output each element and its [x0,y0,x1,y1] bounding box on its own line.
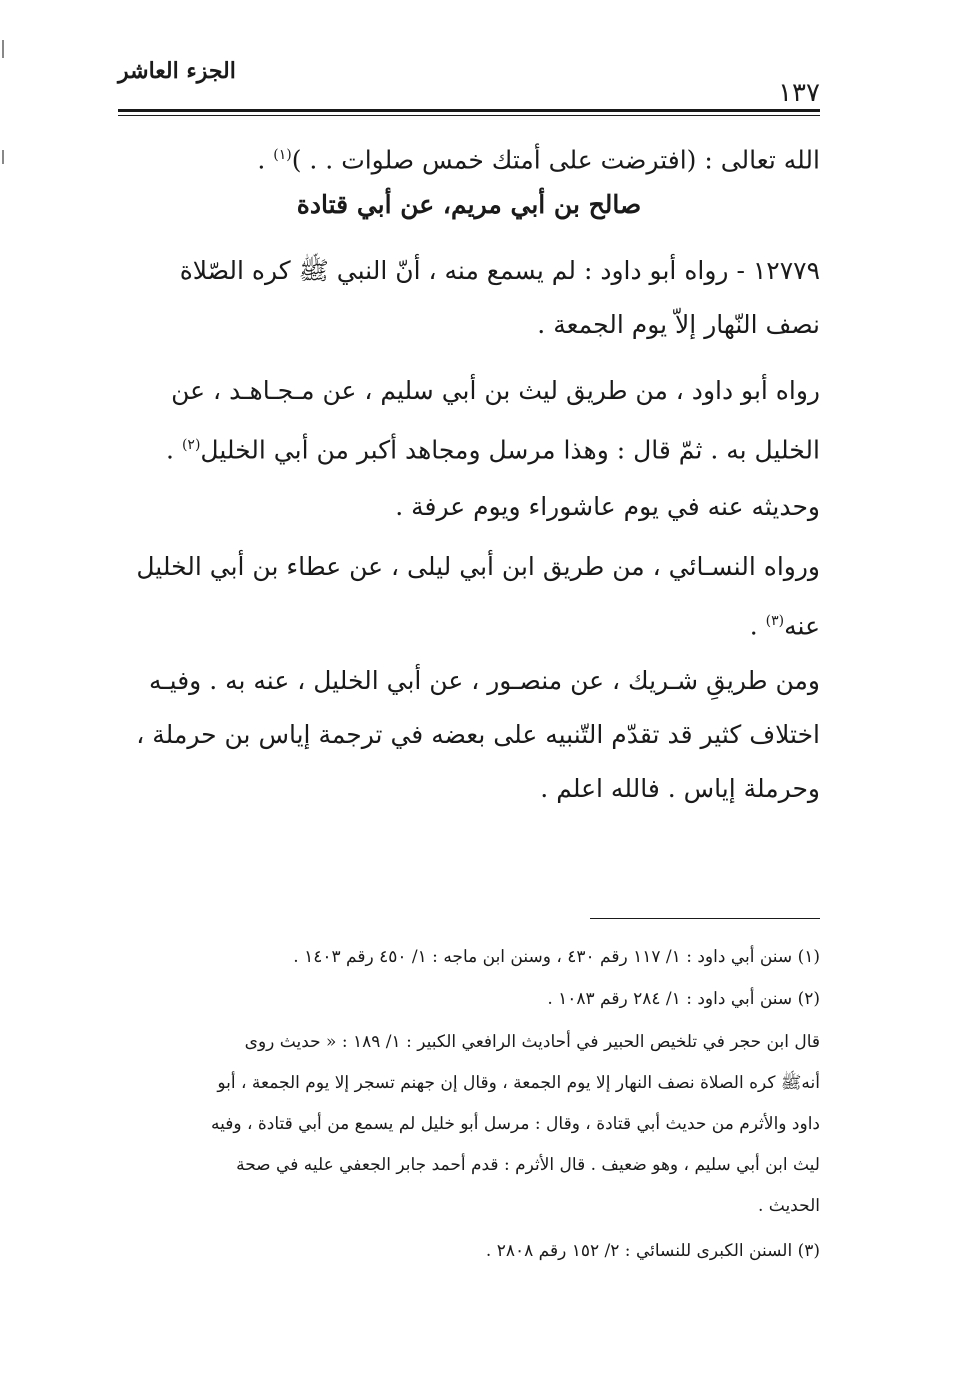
header-rule [118,109,820,112]
body-line: ورواه النسـائي ، من طريق ابن أبي ليلى ، عن عطاء بن أبي الخليل [136,552,820,581]
body-text: . [749,611,766,641]
header-rule-thin [118,115,820,116]
footnote-1: (١) سنن أبي داود : ١/ ١١٧ رقم ٤٣٠ ، وسنن ابن ماجه : ١/ ٤٥٠ رقم ١٤٠٣ . [293,947,820,967]
footnote-ref: (٢) [181,437,201,453]
footnote-line: ليث ابن أبي سليم ، وهو ضعيف . قال الأثرم : قدم أحمد جابر الجعفي عليه في صحة [236,1155,820,1175]
footnote-3: (٣) السنن الكبرى للنسائي : ٢/ ١٥٢ رقم ٢٨٠٨ . [485,1241,820,1261]
footnote-2: (٢) سنن أبي داود : ١/ ٢٨٤ رقم ١٠٨٣ . [547,989,820,1009]
footnote-line: داود والأثرم من حديث أبي قتادة ، وقال : مرسل أبو خليل لم يسمع من أبي قتادة ، وفيه [210,1114,820,1134]
body-line [118,594,820,653]
scan-margin-mark [2,40,4,58]
paragraph [118,244,820,352]
footnote-line: قال ابن حجر في تلخيص الحبير في أحاديث الرافعي الكبير : ١/ ١٨٩ : « حديث روى [244,1032,820,1052]
section-heading: صالح بن أبي مريم، عن أبي قتادة [296,190,642,219]
footnote-line: الحديث . [757,1196,820,1216]
body-text: الخليل به . ثمّ قال : وهذا مرسل ومجاهد أكبر من أبي الخليل [200,435,820,465]
body-text: عنه [784,611,820,641]
page-number: ١٣٧ [778,78,820,108]
paragraph [118,364,820,477]
paragraph [118,480,820,534]
paragraph [118,540,820,653]
body-line: رواه أبو داود ، من طريق ليث بن أبي سليم ، عن مـجـاهـد ، عن [171,376,820,405]
running-header-title: الجزء العاشر [118,58,236,84]
footnote-2-continuation [118,1022,820,1227]
body-line: ١٢٧٧٩ - رواه أبو داود : لم يسمع منه ، أنّ النبي ﷺ كره الصّلاة [179,256,820,285]
body-line: وحرملة إياس . فالله اعلم . [540,774,820,803]
body-text: الله تعالى : (افترضت على أمتك خمس صلوات . . ) [291,145,820,175]
body-text: . [257,145,274,175]
body-text: . [166,435,182,465]
body-line [118,128,820,187]
footnote-line: أنهﷺ كره الصلاة نصف النهار إلا يوم الجمعة ، وقال إن جهنم تسجر إلا يوم الجمعة ، أبو [217,1073,820,1093]
footnote-separator [590,918,820,919]
body-line: اختلاف كثير قد تقدّم التّنبيه على بعضه في ترجمة إياس بن حرملة ، [136,720,820,749]
body-line: نصف النّهار إلاّ يوم الجمعة . [537,310,820,339]
paragraph [118,654,820,816]
scan-margin-mark [2,150,4,164]
footnote-ref: (٣) [765,613,785,629]
body-line: ومن طريقِ شـريك ، عن منصـور ، عن أبي الخليل ، عنه به . وفيـه [148,666,820,695]
body-line: وحديثه عنه في يوم عاشوراء ويوم عرفة . [395,492,820,521]
footnote-ref: (١) [273,147,292,163]
body-line [118,418,820,477]
